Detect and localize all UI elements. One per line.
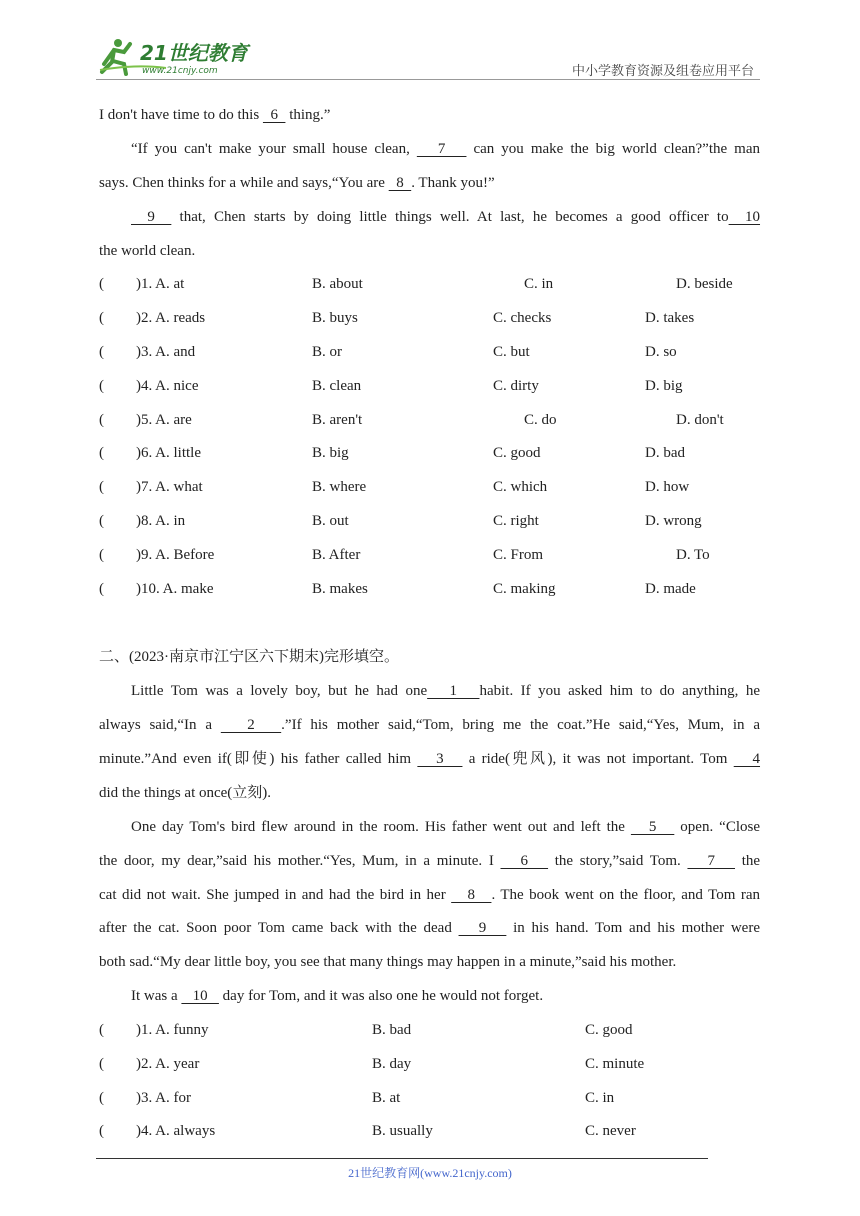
option-b[interactable]: B. usually	[372, 1123, 433, 1139]
option-a[interactable]: )10. A. make	[136, 581, 214, 597]
question-row: ( )7. A. what B. where C. which D. how	[99, 479, 690, 495]
blank-1: 1	[427, 683, 480, 699]
passage2-line5: One day Tom's bird flew around in the room. His father went out and left the 5 open. “Close	[131, 819, 761, 835]
question-row: ( )9. A. Before B. After C. From D. To	[99, 547, 710, 563]
option-a[interactable]: )2. A. year	[136, 1056, 200, 1072]
option-b[interactable]: B. makes	[312, 581, 368, 597]
option-a[interactable]: )5. A. are	[136, 412, 192, 428]
option-d[interactable]: D. wrong	[645, 513, 702, 529]
blank-9: 9	[458, 920, 507, 936]
question-row: ( )2. A. reads B. buys C. checks D. takes	[99, 310, 695, 326]
option-c[interactable]: C. in	[585, 1090, 615, 1106]
question-row: ( )3. A. and B. or C. but D. so	[99, 344, 677, 360]
option-c[interactable]: C. right	[493, 513, 539, 529]
option-b[interactable]: B. big	[312, 445, 349, 461]
footer-divider	[96, 1158, 708, 1159]
option-c[interactable]: C. good	[585, 1022, 633, 1038]
option-b[interactable]: B. buys	[312, 310, 358, 326]
option-d[interactable]: D. don't	[676, 412, 724, 428]
option-c[interactable]: C. which	[493, 479, 548, 495]
logo-url: www.21cnjy.com	[142, 66, 218, 76]
site-logo[interactable]	[96, 34, 256, 78]
option-c[interactable]: C. in	[524, 276, 554, 292]
question-row: ( )4. A. always B. usually C. never	[99, 1123, 636, 1139]
question-row: ( )1. A. at B. about C. in D. beside	[99, 276, 733, 292]
option-c[interactable]: C. minute	[585, 1056, 645, 1072]
option-d[interactable]: D. takes	[645, 310, 695, 326]
passage1-line2: “If you can't make your small house clean, 7 can you make the big world clean?”the man	[131, 141, 760, 157]
header-platform-text: 中小学教育资源及组卷应用平台	[571, 63, 754, 78]
logo-text: 21世纪教育	[140, 41, 248, 65]
option-b[interactable]: B. After	[312, 547, 361, 563]
option-b[interactable]: B. clean	[312, 378, 362, 394]
option-b[interactable]: B. out	[312, 513, 349, 529]
question-row: ( )5. A. are B. aren't C. do D. don't	[99, 412, 724, 428]
passage2-line9: both sad.“My dear little boy, you see that many things may happen in a minute,”said his mother.	[99, 954, 677, 970]
option-a[interactable]: )9. A. Before	[136, 547, 215, 563]
blank-10: 10	[728, 209, 761, 225]
option-c[interactable]: C. checks	[493, 310, 552, 326]
question-row: ( )1. A. funny B. bad C. good	[99, 1022, 633, 1038]
option-c[interactable]: C. but	[493, 344, 530, 360]
option-c[interactable]: C. never	[585, 1123, 636, 1139]
option-a[interactable]: )6. A. little	[136, 445, 201, 461]
question-row: ( )10. A. make B. makes C. making D. made	[99, 581, 696, 597]
question-row: ( )3. A. for B. at C. in	[99, 1090, 615, 1106]
option-b[interactable]: B. aren't	[312, 412, 363, 428]
option-a[interactable]: )7. A. what	[136, 479, 203, 495]
question-row: ( )6. A. little B. big C. good D. bad	[99, 445, 685, 461]
blank-7: 7	[687, 853, 736, 869]
option-d[interactable]: D. beside	[676, 276, 733, 292]
option-d[interactable]: D. how	[645, 479, 690, 495]
question-row: ( )2. A. year B. day C. minute	[99, 1056, 645, 1072]
option-a[interactable]: )1. A. at	[136, 276, 185, 292]
option-a[interactable]: )3. A. and	[136, 344, 196, 360]
option-d[interactable]: D. so	[645, 344, 677, 360]
option-d[interactable]: D. made	[645, 581, 696, 597]
option-d[interactable]: D. bad	[645, 445, 685, 461]
passage2-line10: It was a 10 day for Tom, and it was also one he would not forget.	[131, 988, 544, 1004]
blank-6: 6	[262, 107, 286, 123]
option-b[interactable]: B. day	[372, 1056, 412, 1072]
question-row: ( )4. A. nice B. clean C. dirty D. big	[99, 378, 683, 394]
passage1-line5: the world clean.	[99, 243, 196, 259]
passage2-line7: cat did not wait. She jumped in and had the bird in her 8 . The book went on the floor, and Tom ran	[99, 887, 760, 903]
option-a[interactable]: )2. A. reads	[136, 310, 206, 326]
option-b[interactable]: B. at	[372, 1090, 401, 1106]
blank-8: 8	[451, 887, 492, 903]
footer-link[interactable]: 21世纪教育网(www.21cnjy.com)	[348, 1166, 512, 1180]
blank-4: 4	[733, 751, 761, 767]
passage1-line4: 9 that, Chen starts by doing little things well. At last, he becomes a good officer to 10	[131, 209, 761, 225]
passage2-line8: after the cat. Soon poor Tom came back with the dead 9 in his hand. Tom and his mother were	[99, 920, 760, 936]
blank-3: 3	[417, 751, 463, 767]
question-row: ( )8. A. in B. out C. right D. wrong	[99, 513, 702, 529]
option-c[interactable]: C. dirty	[493, 378, 539, 394]
option-c[interactable]: C. good	[493, 445, 541, 461]
option-a[interactable]: )4. A. nice	[136, 378, 199, 394]
passage1-line3: says. Chen thinks for a while and says,“You are 8 . Thank you!”	[99, 175, 495, 191]
option-a[interactable]: )1. A. funny	[136, 1022, 209, 1038]
option-c[interactable]: C. do	[524, 412, 557, 428]
option-d[interactable]: D. To	[676, 547, 710, 563]
header-divider	[96, 79, 760, 80]
blank-9: 9	[131, 209, 172, 225]
passage2-line3: minute.”And even if(即使) his father called him 3 a ride(兜风), it was not important. Tom 4	[99, 751, 761, 767]
passage2-line6: the door, my dear,”said his mother.“Yes, Mum, in a minute. I 6 the story,”said Tom. 7 the	[99, 853, 761, 869]
blank-6: 6	[500, 853, 549, 869]
option-b[interactable]: B. where	[312, 479, 367, 495]
option-d[interactable]: D. big	[645, 378, 683, 394]
blank-8: 8	[388, 175, 412, 191]
option-a[interactable]: )8. A. in	[136, 513, 186, 529]
option-c[interactable]: C. making	[493, 581, 556, 597]
passage2-line4: did the things at once(立刻).	[99, 785, 272, 801]
blank-7: 7	[416, 141, 467, 157]
option-b[interactable]: B. or	[312, 344, 342, 360]
option-a[interactable]: )4. A. always	[136, 1123, 216, 1139]
blank-5: 5	[630, 819, 675, 835]
option-c[interactable]: C. From	[493, 547, 544, 563]
option-b[interactable]: B. bad	[372, 1022, 412, 1038]
option-a[interactable]: )3. A. for	[136, 1090, 191, 1106]
passage2-line2: always said,“In a 2 .”If his mother said,“Tom, bring me the coat.”He said,“Yes, Mum, in a	[99, 717, 760, 733]
option-b[interactable]: B. about	[312, 276, 363, 292]
passage1-line1: I don't have time to do this 6 thing.”	[99, 107, 331, 123]
blank-10: 10	[181, 988, 219, 1004]
passage2-line1: Little Tom was a lovely boy, but he had one 1 habit. If you asked him to do anything, he	[131, 683, 760, 699]
section2-title: 二、(2023·南京市江宁区六下期末)完形填空。	[99, 649, 399, 665]
blank-2: 2	[220, 717, 282, 733]
